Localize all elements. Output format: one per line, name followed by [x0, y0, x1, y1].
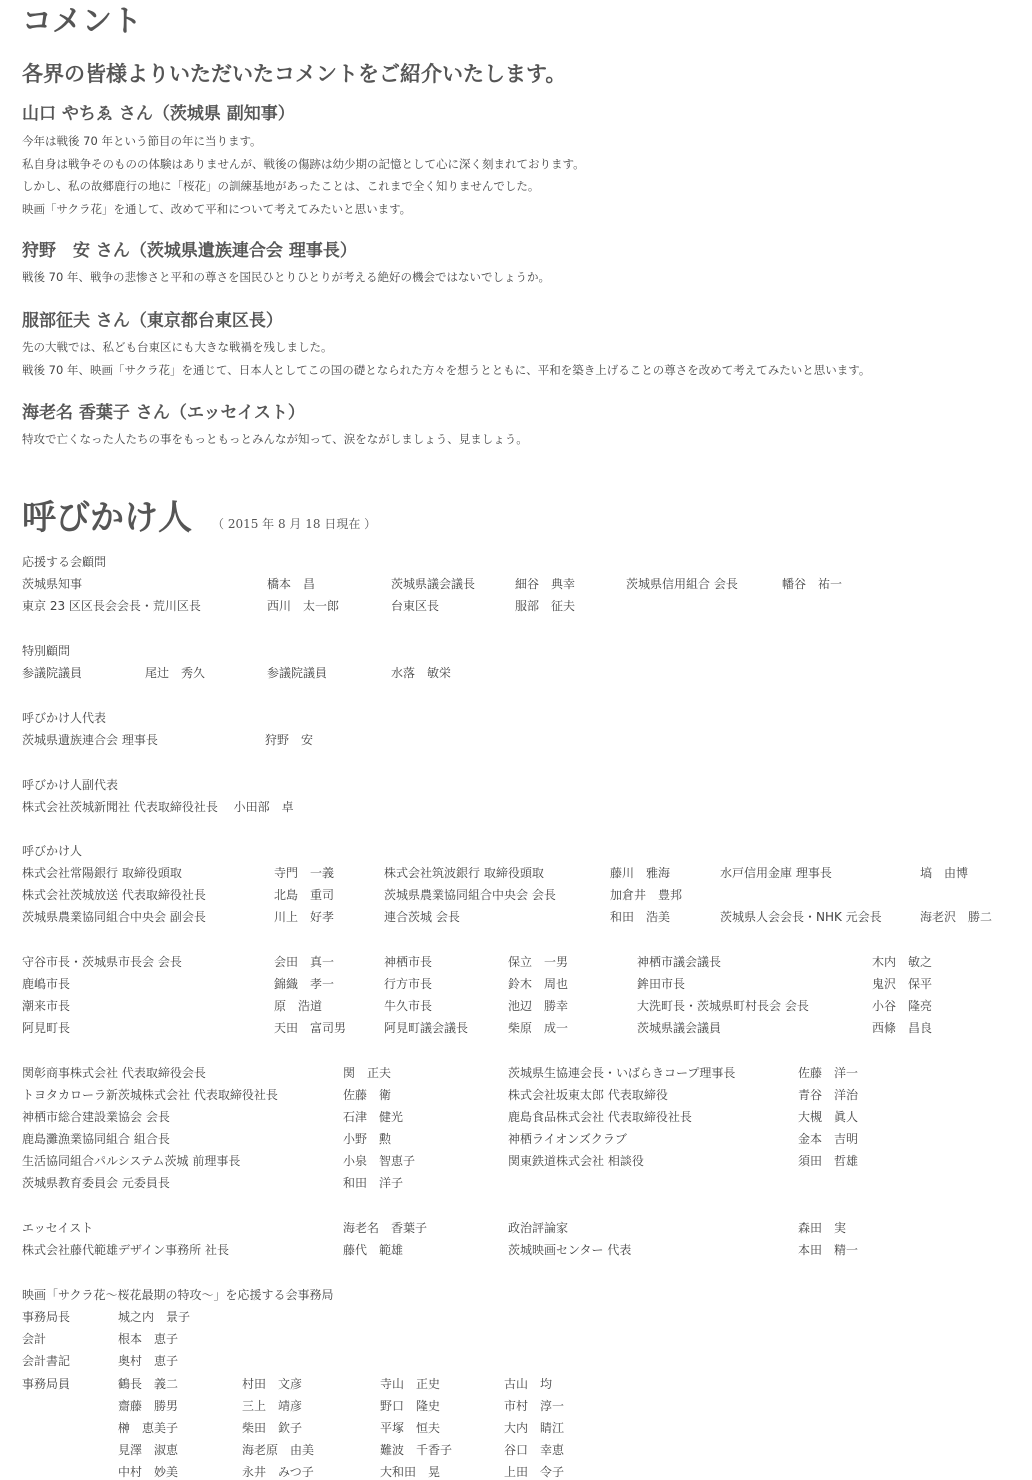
commenter-name: 海老名 香葉子 さん（エッセイスト） [22, 403, 305, 423]
member-name: 寺門 一義 [274, 866, 335, 880]
comment-text: 特攻で亡くなった人たちの事をもっともっとみんなが知って、涙をながしましょう、見ましょう。 [22, 432, 528, 446]
section-heading: 呼びかけ人副代表 [22, 778, 119, 792]
comment-text: 戦後 70 年、戦争の悲惨さと平和の尊さを国民ひとりひとりが考える絶好の機会ではないでしょうか。 [22, 270, 550, 284]
member-title: 鉾田市長 [637, 977, 686, 991]
member-name: 木内 敏之 [872, 955, 933, 969]
office-name: 奥村 恵子 [118, 1354, 179, 1368]
member-title: 株式会社茨城放送 代表取締役社長 [22, 888, 206, 902]
staff-name: 寺山 正史 [380, 1377, 441, 1391]
member-title: 行方市長 [384, 977, 433, 991]
staff-name: 古山 均 [504, 1377, 553, 1391]
comment-text: 先の大戦では、私ども台東区にも大きな戦禍を残しました。 戦後 70 年、映画「サクラ花」を通じて、日本人としてこの国の礎となられた方々を想うとともに、平和を築き上げることの尊さを改めて考えてみたいと思います。 [22, 340, 871, 377]
staff-name: 鶴長 義二 [118, 1377, 179, 1391]
member-name: 川上 好孝 [274, 910, 335, 924]
member-title: 台東区長 [391, 599, 440, 613]
member-name: 西條 昌良 [872, 1021, 933, 1035]
member-title: 東京 23 区区長会会長・荒川区長 [22, 599, 201, 613]
member-name: 小泉 智恵子 [343, 1154, 416, 1168]
member-title: 牛久市長 [384, 999, 433, 1013]
member-name: 服部 征夫 [515, 599, 576, 613]
member-name: 青谷 洋治 [798, 1088, 859, 1102]
staff-name: 大内 睛江 [504, 1421, 565, 1435]
member-name: 塙 由博 [920, 866, 969, 880]
staff-name: 平塚 恒夫 [380, 1421, 441, 1435]
staff-name: 村田 文彦 [242, 1377, 303, 1391]
member-name: 藤川 雅海 [610, 866, 671, 880]
member-title: 株式会社筑波銀行 取締役頭取 [384, 866, 544, 880]
office-role: 事務局長 [22, 1310, 71, 1324]
member-title: 茨城県信用組合 会長 [626, 577, 738, 591]
member-title: 水戸信用金庫 理事長 [720, 866, 832, 880]
commenter-name: 服部征夫 さん（東京都台東区長） [22, 311, 283, 331]
member-name: 錦織 孝一 [274, 977, 335, 991]
member-name: 尾辻 秀久 [145, 666, 206, 680]
member-name: 鬼沢 保平 [872, 977, 933, 991]
member-title: 茨城県農業協同組合中央会 副会長 [22, 910, 206, 924]
member-title: 神栖ライオンズクラブ [508, 1132, 627, 1146]
staff-name: 三上 靖彦 [242, 1399, 303, 1413]
member-title: 茨城県生協連会長・いばらきコープ理事長 [508, 1066, 736, 1080]
member-name: 原 浩道 [274, 999, 323, 1013]
member-title: 茨城県議会議長 [391, 577, 476, 591]
member-name: 天田 富司男 [274, 1021, 347, 1035]
member-name: 海老名 香葉子 [343, 1221, 428, 1235]
staff-name: 海老原 由美 [242, 1443, 315, 1457]
office-name: 城之内 景子 [118, 1310, 191, 1324]
member-title: 茨城県遺族連合会 理事長 [22, 733, 158, 747]
member-title: 参議院議員 [267, 666, 328, 680]
staff-name: 見澤 淑恵 [118, 1443, 179, 1457]
member-name: 北島 重司 [274, 888, 335, 902]
staff-name: 難波 千香子 [380, 1443, 453, 1457]
staff-name: 柴田 欽子 [242, 1421, 303, 1435]
member-title: 阿見町議会議長 [384, 1021, 469, 1035]
member-title: 株式会社藤代範雄デザイン事務所 社長 [22, 1243, 229, 1257]
comment-text: 今年は戦後 70 年という節目の年に当ります。 私自身は戦争そのものの体験はありませんが、戦後の傷跡は幼少期の記憶として心に深く刻まれております。 しかし、私の故郷鹿行の地に「桜花」の訓練基地があったことは、これまで全く知りませんでした。 映画「サクラ花」を通して、改めて平和について考えてみたいと思います。 [22, 134, 585, 216]
member-title: 茨城県人会会長・NHK 元会長 [720, 910, 882, 924]
member-title: 政治評論家 [508, 1221, 569, 1235]
member-title: 茨城県議会議員 [637, 1021, 722, 1035]
member-name: 関 正夫 [343, 1066, 392, 1080]
member-name: 池辺 勝幸 [508, 999, 569, 1013]
member-title: 大洗町長・茨城県町村長会 会長 [637, 999, 809, 1013]
commenter-name: 狩野 安 さん（茨城県遺族連合会 理事長） [22, 241, 357, 261]
member-name: 水落 敏栄 [391, 666, 452, 680]
yobikake-title: 呼びかけ人 [22, 498, 192, 538]
member-name: 佐藤 衛 [343, 1088, 392, 1102]
member-name: 海老沢 勝二 [920, 910, 993, 924]
member-title: 神栖市長 [384, 955, 433, 969]
office-role: 事務局員 [22, 1377, 71, 1391]
member-title: 守谷市長・茨城県市長会 会長 [22, 955, 182, 969]
member-name: 石津 健光 [343, 1110, 404, 1124]
member-title: 生活協同組合パルシステム茨城 前理事長 [22, 1154, 241, 1168]
member-title: 神栖市総合建設業協会 会長 [22, 1110, 170, 1124]
member-title: 参議院議員 [22, 666, 83, 680]
staff-name: 永井 みつ子 [242, 1465, 314, 1479]
section-heading: 特別顧問 [22, 644, 71, 658]
member-title: 連合茨城 会長 [384, 910, 460, 924]
member-name: 佐藤 洋一 [798, 1066, 859, 1080]
member-name: 保立 一男 [508, 955, 569, 969]
member-name: 藤代 範雄 [343, 1243, 404, 1257]
member-name: 幡谷 祐一 [782, 577, 843, 591]
office-role: 会計書記 [22, 1354, 71, 1368]
member-title: 阿見町長 [22, 1021, 71, 1035]
member-title: 株式会社坂東太郎 代表取締役 [508, 1088, 668, 1102]
member-title: 関彰商事株式会社 代表取締役会長 [22, 1066, 206, 1080]
member-title: 鹿島食品株式会社 代表取締役社長 [508, 1110, 692, 1124]
comments-title: コメント [22, 4, 142, 39]
office-role: 会計 [22, 1332, 47, 1346]
member-title: 茨城県教育委員会 元委員長 [22, 1176, 170, 1190]
member-name: 小谷 隆亮 [872, 999, 933, 1013]
section-heading: 呼びかけ人 [22, 844, 83, 858]
member-title: 神栖市議会議長 [637, 955, 722, 969]
member-name: 須田 哲雄 [798, 1154, 859, 1168]
member-name: 西川 太一郎 [267, 599, 340, 613]
section-heading: 呼びかけ人代表 [22, 711, 107, 725]
staff-name: 谷口 幸恵 [504, 1443, 565, 1457]
staff-name: 上田 令子 [504, 1465, 565, 1479]
member-name: 和田 浩美 [610, 910, 671, 924]
staff-name: 齋藤 勝男 [118, 1399, 179, 1413]
member-title: エッセイスト [22, 1221, 94, 1235]
member-title: 茨城県農業協同組合中央会 会長 [384, 888, 556, 902]
staff-name: 大和田 晃 [380, 1465, 441, 1479]
member-name: 柴原 成一 [508, 1021, 569, 1035]
member-title: 茨城県知事 [22, 577, 83, 591]
staff-name: 市村 淳一 [504, 1399, 565, 1413]
member-title: 鹿嶋市長 [22, 977, 71, 991]
member-title: トヨタカローラ新茨城株式会社 代表取締役社長 [22, 1088, 278, 1102]
member-title: 関東鉄道株式会社 相談役 [508, 1154, 644, 1168]
office-name: 根本 恵子 [118, 1332, 179, 1346]
commenter-name: 山口 やちゑ さん（茨城県 副知事） [22, 104, 295, 124]
member-name: 金本 吉明 [798, 1132, 859, 1146]
member-name: 橋本 昌 [267, 577, 316, 591]
member-entry: 株式会社茨城新聞社 代表取締役社長 小田部 卓 [22, 800, 294, 814]
member-name: 狩野 安 [265, 733, 314, 747]
member-name: 細谷 典幸 [515, 577, 576, 591]
member-name: 森田 実 [798, 1221, 847, 1235]
member-name: 加倉井 豊邦 [610, 888, 683, 902]
member-name: 大槻 眞人 [798, 1110, 859, 1124]
member-title: 鹿島灘漁業協同組合 組合長 [22, 1132, 170, 1146]
section-heading: 映画「サクラ花～桜花最期の特攻～」を応援する会事務局 [22, 1288, 334, 1302]
member-name: 鈴木 周也 [508, 977, 569, 991]
staff-name: 中村 妙美 [118, 1465, 179, 1479]
member-name: 会田 真一 [274, 955, 335, 969]
yobikake-date: （ 2015 年 8 月 18 日現在 ） [212, 517, 377, 531]
staff-name: 野口 隆史 [380, 1399, 441, 1413]
staff-name: 榊 恵美子 [118, 1421, 179, 1435]
member-name: 本田 精一 [798, 1243, 859, 1257]
member-title: 茨城映画センター 代表 [508, 1243, 632, 1257]
member-title: 潮来市長 [22, 999, 71, 1013]
member-name: 和田 洋子 [343, 1176, 404, 1190]
member-name: 小野 勲 [343, 1132, 392, 1146]
section-heading: 応援する会顧問 [22, 555, 107, 569]
comments-intro: 各界の皆様よりいただいたコメントをご紹介いたします。 [22, 61, 567, 86]
member-title: 株式会社常陽銀行 取締役頭取 [22, 866, 182, 880]
